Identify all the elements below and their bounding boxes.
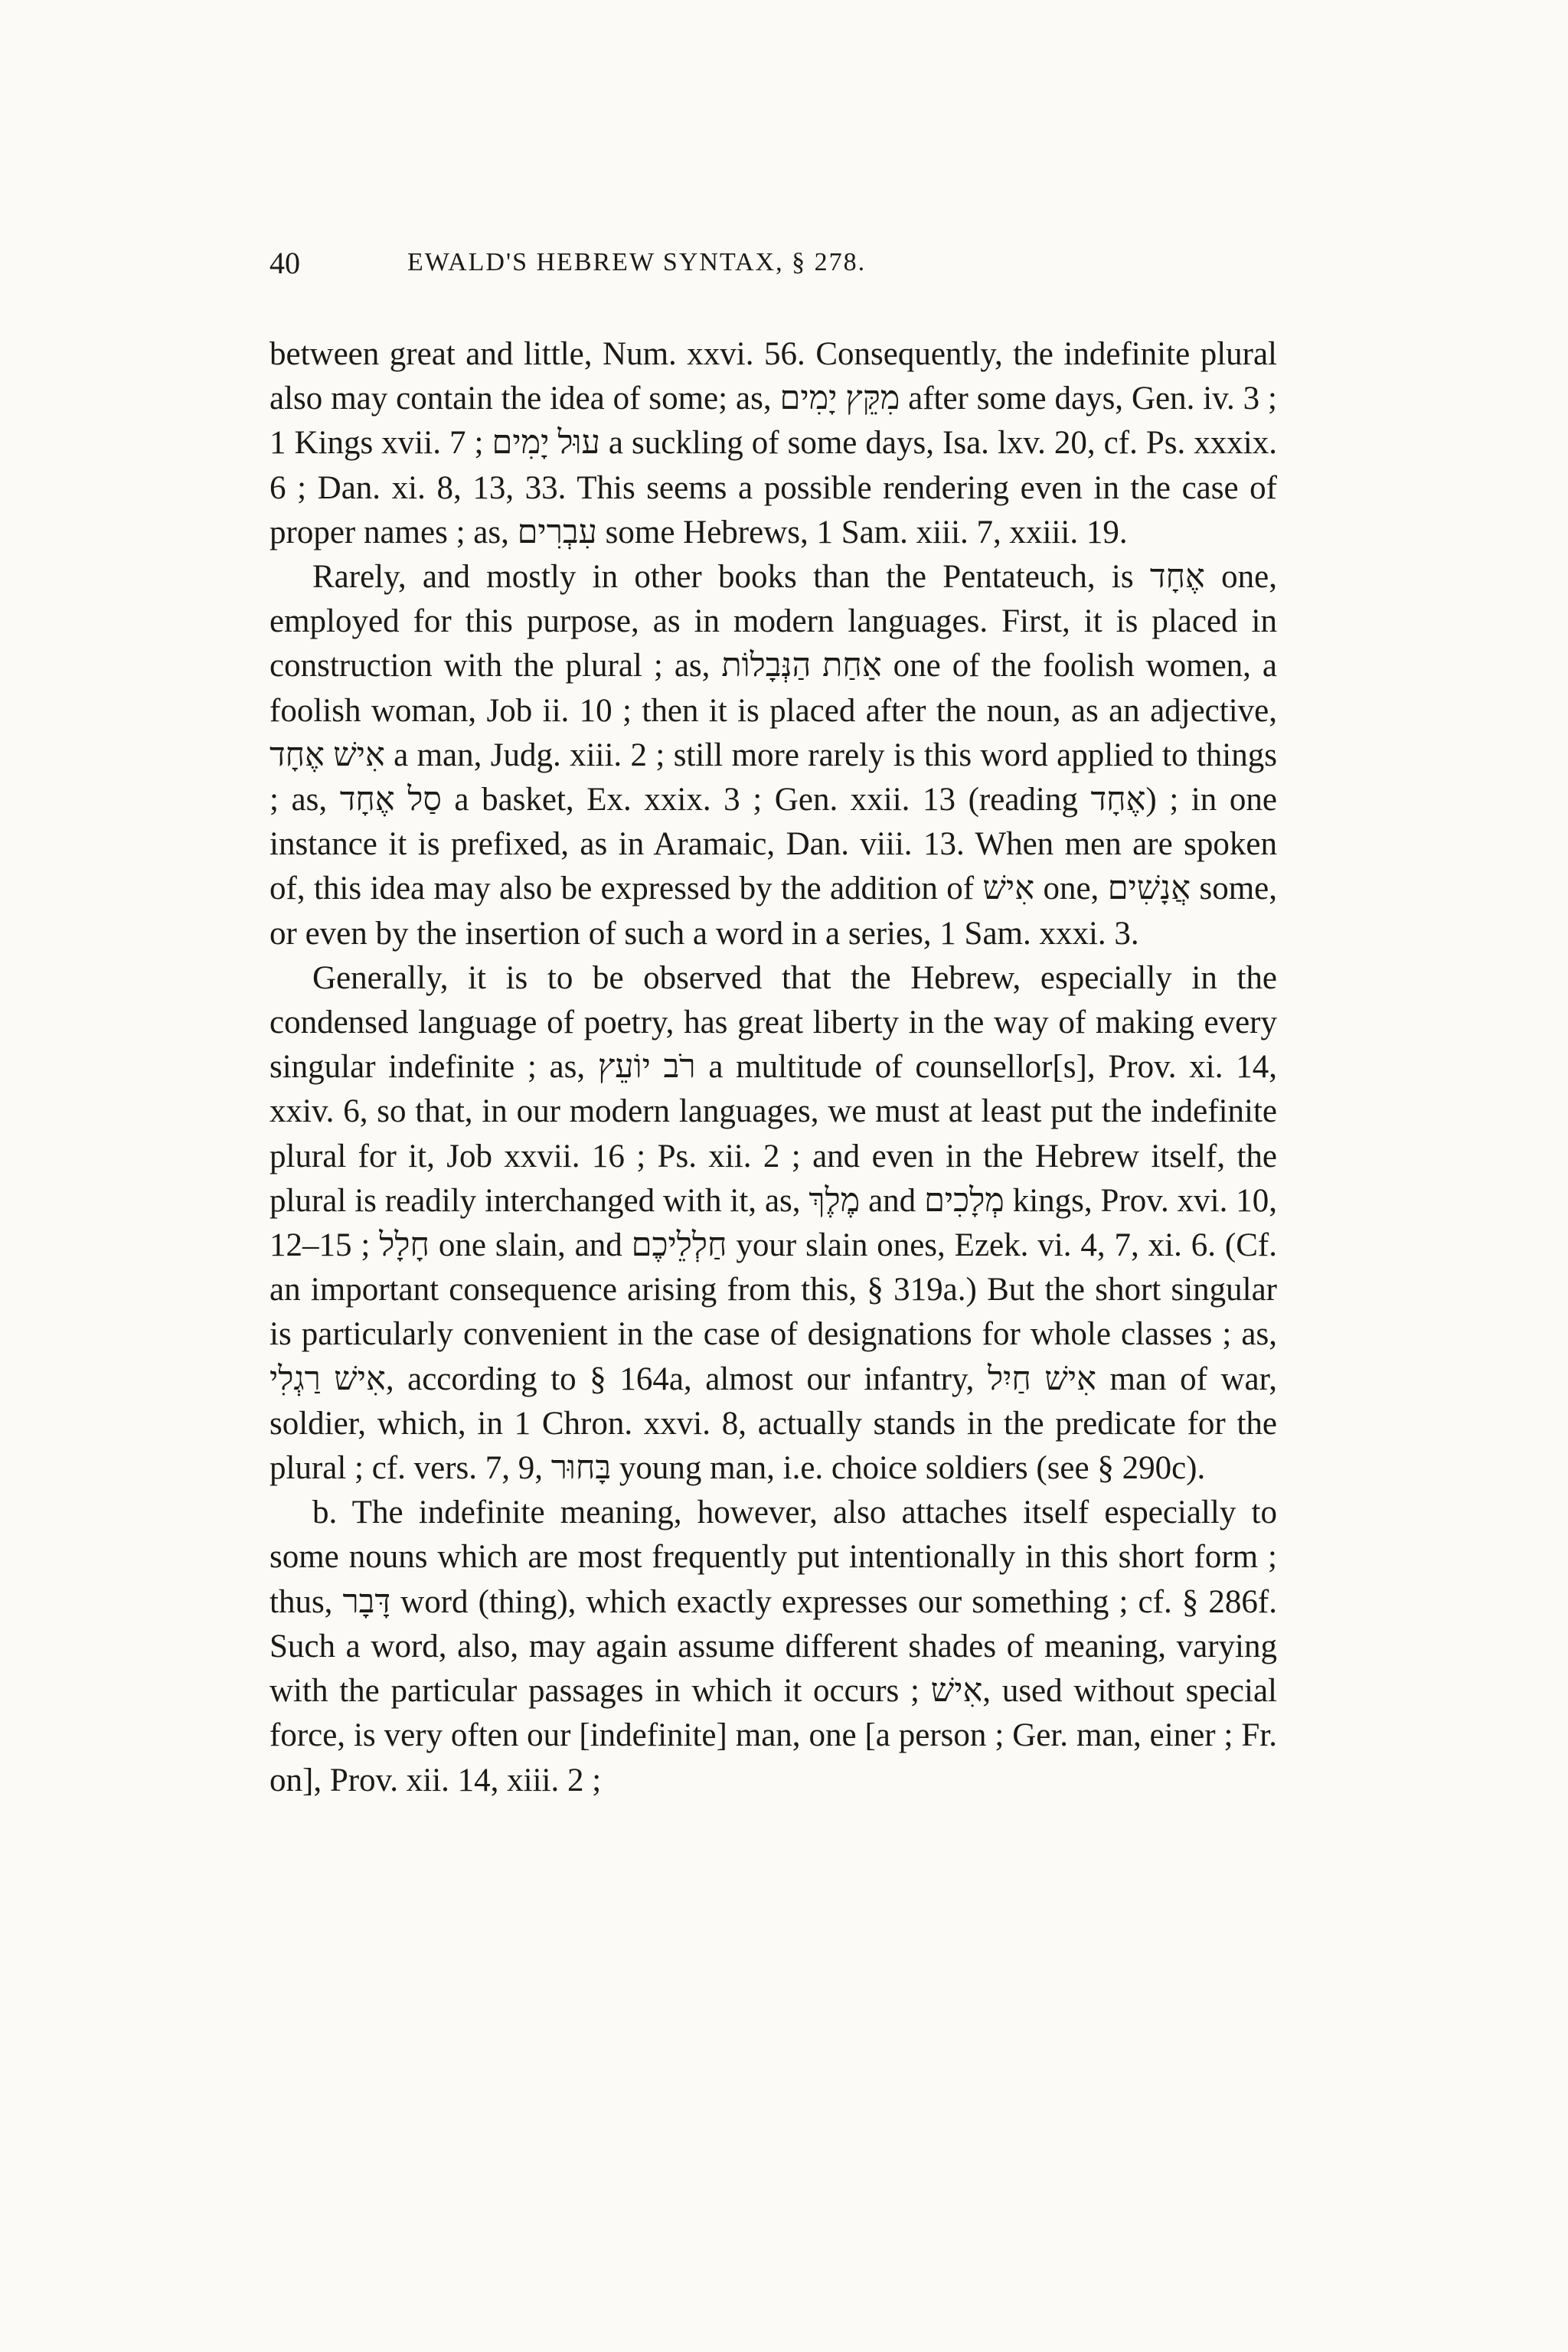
paragraph-2: [270, 555, 1277, 956]
paragraph-text: Rarely, and mostly in other books than the Pentateuch, is אֶחָד one, employed for this purpose, as in modern languages. First, it is placed in construction with the plural ; as, אַחַת הַנְּבָלוֹת one of the foolish women, a foolish woman, Job ii. 10 ; then it is placed after the noun, as an adjective, אִישׁ אֶחָד a man, Judg. xiii. 2 ; still more rarely is this word applied to things ; as, סַל אֶחָד a basket, Ex. xxix. 3 ; Gen. xxii. 13 (reading אֶחָד) ; in one instance it is prefixed, as in Aramaic, Dan. viii. 13. When men are spoken of, this idea may also be expressed by the addition of אִישׁ one, אֲנָשִׁים some, or even by the insertion of such a word in a series, 1 Sam. xxxi. 3.: [270, 559, 1277, 952]
paragraph-text: b. The indefinite meaning, however, also attaches itself especially to some nouns which are most frequently put intentionally in this short form ; thus, דָּבָר word (thing), which exactly expresses our something ; cf. § 286f. Such a word, also, may again assume different shades of meaning, varying with the particular passages in which it occurs ; אִישׁ, used without special force, is very often our [indefinite] man, one [a person ; Ger. man, einer ; Fr. on], Prov. xii. 14, xiii. 2 ;: [270, 1494, 1277, 1798]
page-number: 40: [270, 246, 300, 280]
running-title: EWALD'S HEBREW SYNTAX, § 278.: [407, 248, 867, 276]
paragraph-3: [270, 956, 1277, 1491]
text-body: [270, 332, 1277, 1803]
paragraph-text: between great and little, Num. xxvi. 56. Consequently, the indefinite plural also may contain the idea of some; as, מִקֵּץ יָמִים after some days, Gen. iv. 3 ; 1 Kings xvii. 7 ; עוּל יָמִים a suckling of some days, Isa. lxv. 20, cf. Ps. xxxix. 6 ; Dan. xi. 8, 13, 33. This seems a possible rendering even in the case of proper names ; as, עִבְרִים some Hebrews, 1 Sam. xiii. 7, xxiii. 19.: [270, 336, 1277, 550]
page: [270, 245, 1277, 1803]
paragraph-1: [270, 332, 1277, 555]
running-head: [270, 245, 1277, 291]
paragraph-text: Generally, it is to be observed that the Hebrew, especially in the condensed language of poetry, has great liberty in the way of making every singular indefinite ; as, רֹב יוֹעֵץ a multitude of counsellor[s], Prov. xi. 14, xxiv. 6, so that, in our modern languages, we must at least put the indefinite plural for it, Job xxvii. 16 ; Ps. xii. 2 ; and even in the Hebrew itself, the plural is readily interchanged with it, as, מֶלֶךְ and מְלָכִים kings, Prov. xvi. 10, 12–15 ; חָלָל one slain, and חַלְלֵיכֶם your slain ones, Ezek. vi. 4, 7, xi. 6. (Cf. an important consequence arising from this, § 319a.) But the short singular is particularly convenient in the case of designations for whole classes ; as, אִישׁ רַגְלִי, according to § 164a, almost our infantry, אִישׁ חַיִל man of war, soldier, which, in 1 Chron. xxvi. 8, actually stands in the predicate for the plural ; cf. vers. 7, 9, בָּחוּר young man, i.e. choice soldiers (see § 290c).: [270, 959, 1278, 1487]
paragraph-4: [270, 1491, 1277, 1802]
